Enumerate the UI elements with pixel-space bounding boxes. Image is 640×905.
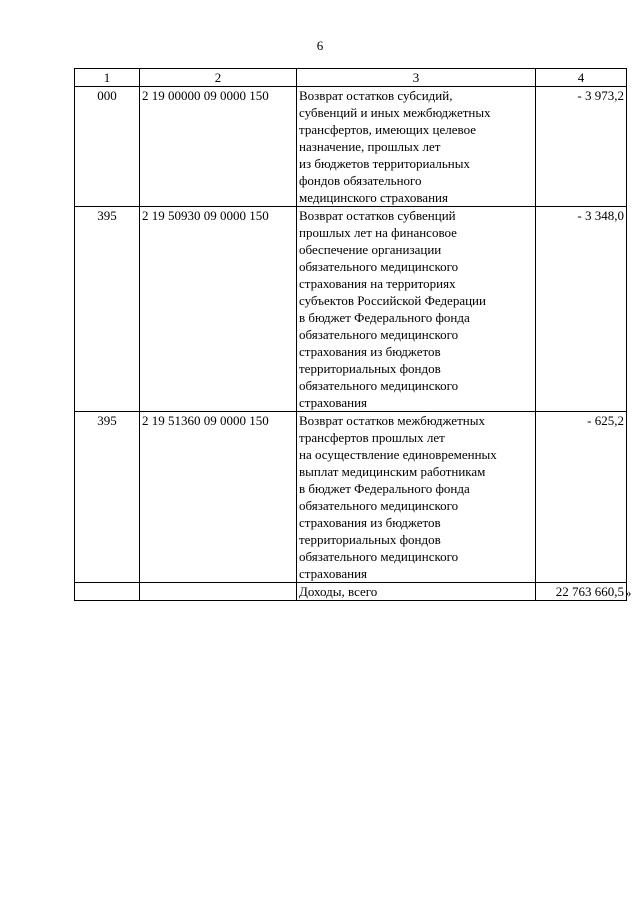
description-line: обязательного медицинского <box>299 259 459 274</box>
description-line: страхования из бюджетов <box>299 515 441 530</box>
admin-code-cell: 395 <box>75 412 140 583</box>
admin-code-cell: 000 <box>75 87 140 207</box>
table-row <box>75 87 627 207</box>
description-line: Возврат остатков субвенций <box>299 208 456 223</box>
description-line: Возврат остатков субсидий, <box>299 88 453 103</box>
budget-code-cell: 2 19 51360 09 0000 150 <box>140 412 297 583</box>
description-line: страхования <box>299 395 368 410</box>
amount-cell: - 625,2 <box>536 412 627 583</box>
total-label: Доходы, всего <box>297 583 536 601</box>
total-amount-value: 22 763 660,5 <box>555 584 624 599</box>
total-amount-cell <box>536 583 632 601</box>
amount-cell: - 3 973,2 <box>536 87 627 207</box>
description-line: выплат медицинским работникам <box>299 464 486 479</box>
description-line: страхования из бюджетов <box>299 344 441 359</box>
budget-code-cell: 2 19 00000 09 0000 150 <box>140 87 297 207</box>
description-line: прошлых лет на финансовое <box>299 225 457 240</box>
closing-quote-mark: » <box>625 585 632 600</box>
description-line: страхования <box>299 566 368 581</box>
description-line: территориальных фондов <box>299 361 441 376</box>
description-line: назначение, прошлых лет <box>299 139 441 154</box>
description-line: в бюджет Федерального фонда <box>299 310 470 325</box>
budget-code-cell: 2 19 50930 09 0000 150 <box>140 207 297 412</box>
empty-cell <box>140 583 297 601</box>
description-line: обязательного медицинского <box>299 549 459 564</box>
description-cell <box>297 207 536 412</box>
description-line: страхования на территориях <box>299 276 456 291</box>
page-number: 6 <box>316 38 324 53</box>
revenue-table <box>74 68 632 601</box>
description-line: обязательного медицинского <box>299 327 459 342</box>
description-line: обязательного медицинского <box>299 498 459 513</box>
description-line: на осуществление единовременных <box>299 447 497 462</box>
description-line: фондов обязательного <box>299 173 422 188</box>
table-header-row <box>75 69 627 87</box>
description-line: субъектов Российской Федерации <box>299 293 486 308</box>
column-header-2: 2 <box>140 69 297 87</box>
total-amount <box>555 584 632 600</box>
column-header-3: 3 <box>297 69 536 87</box>
total-row <box>75 583 627 601</box>
description-line: в бюджет Федерального фонда <box>299 481 470 496</box>
description-line: субвенций и иных межбюджетных <box>299 105 491 120</box>
description-line: трансфертов, имеющих целевое <box>299 122 477 137</box>
description-line: из бюджетов территориальных <box>299 156 470 171</box>
admin-code-cell: 395 <box>75 207 140 412</box>
description-cell <box>297 412 536 583</box>
description-line: обеспечение организации <box>299 242 442 257</box>
description-line: обязательного медицинского <box>299 378 459 393</box>
table-row <box>75 412 627 583</box>
description-line: трансфертов прошлых лет <box>299 430 445 445</box>
table-row <box>75 207 627 412</box>
column-header-4: 4 <box>536 69 627 87</box>
description-cell <box>297 87 536 207</box>
amount-cell: - 3 348,0 <box>536 207 627 412</box>
empty-cell <box>75 583 140 601</box>
column-header-1: 1 <box>75 69 140 87</box>
description-line: медицинского страхования <box>299 190 448 205</box>
description-line: Возврат остатков межбюджетных <box>299 413 485 428</box>
description-line: территориальных фондов <box>299 532 441 547</box>
